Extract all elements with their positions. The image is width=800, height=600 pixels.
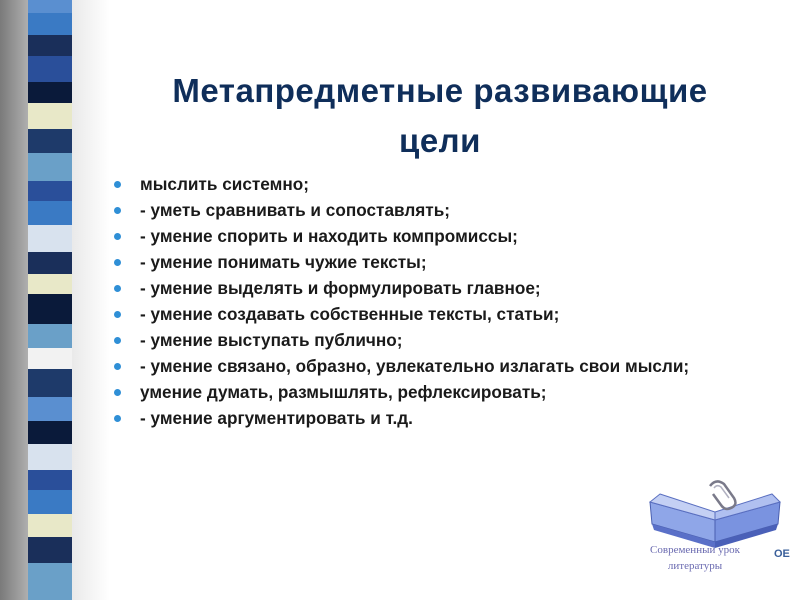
logo-caption-line-2: литературы [667, 560, 723, 572]
stripe [28, 369, 72, 397]
stripe [28, 129, 72, 153]
list-item [110, 198, 775, 222]
stripe [28, 103, 72, 129]
list-item-text: - умение выступать публично; [140, 330, 403, 350]
list-item [110, 328, 775, 352]
list-item [110, 302, 775, 326]
stripe [28, 421, 72, 443]
goals-bullet-list [110, 172, 775, 432]
stripe [28, 201, 72, 225]
list-item-text: - умение понимать чужие тексты; [140, 252, 427, 272]
list-item-text: мыслить системно; [140, 174, 309, 194]
stripe [28, 563, 72, 600]
stripe [28, 470, 72, 491]
list-item-text: - умение выделять и формулировать главное; [140, 278, 541, 298]
stripe [28, 35, 72, 56]
stripe [28, 274, 72, 295]
stripe [28, 13, 72, 35]
bullet-dot-icon [114, 415, 121, 422]
stripe [28, 444, 72, 470]
stripe [28, 181, 72, 202]
list-item [110, 224, 775, 248]
stripe [28, 397, 72, 421]
list-item-text: - умение создавать собственные тексты, статьи; [140, 304, 560, 324]
bullet-dot-icon [114, 181, 121, 188]
logo-caption [630, 542, 760, 574]
list-item-text: - умение связано, образно, увлекательно излагать свои мысли; [140, 356, 690, 376]
list-item-text: - умение аргументировать и т.д. [140, 408, 413, 428]
stripe [28, 225, 72, 251]
stripe [28, 324, 72, 348]
list-item-text: - уметь сравнивать и сопоставлять; [140, 200, 451, 220]
stripe [28, 56, 72, 82]
list-item [110, 354, 775, 378]
list-item [110, 250, 775, 274]
list-item [110, 406, 775, 430]
bullet-dot-icon [114, 337, 121, 344]
stripe [28, 252, 72, 274]
decorative-stripe-column [28, 0, 72, 600]
stripe [28, 0, 72, 13]
stripe [28, 514, 72, 536]
slide-title-line-2: цели [399, 122, 481, 160]
bullet-dot-icon [114, 389, 121, 396]
bullet-dot-icon [114, 233, 121, 240]
list-item [110, 380, 775, 404]
stripe [28, 348, 72, 369]
bullet-dot-icon [114, 363, 121, 370]
slide-title-line-1: Метапредметные развивающие [172, 72, 708, 110]
corner-mark: OE [774, 548, 790, 560]
list-item-text: - умение спорить и находить компромиссы; [140, 226, 518, 246]
stripe [28, 82, 72, 103]
bullet-dot-icon [114, 311, 121, 318]
logo-caption-line-1: Современный урок [650, 544, 740, 556]
bullet-dot-icon [114, 259, 121, 266]
stripe [28, 490, 72, 514]
stripe [28, 294, 72, 324]
list-item [110, 172, 775, 196]
slide-title [110, 66, 770, 166]
bullet-dot-icon [114, 285, 121, 292]
bullet-dot-icon [114, 207, 121, 214]
list-item [110, 276, 775, 300]
stripe [28, 153, 72, 181]
stripe [28, 537, 72, 563]
list-item-text: умение думать, размышлять, рефлексировать; [140, 382, 547, 402]
